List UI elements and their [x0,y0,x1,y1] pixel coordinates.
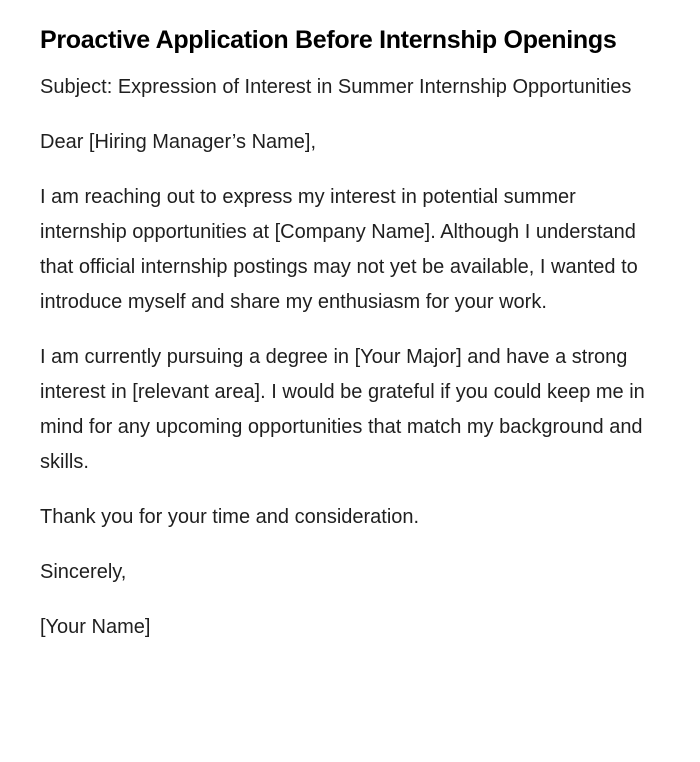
body-paragraph-2: I am currently pursuing a degree in [Your Major] and have a strong interest in [relevant area]. I would be grateful if you could keep me in mind for any upcoming opportunities that match my background and skills. [40,346,645,473]
letter-document [40,22,660,645]
thanks-line: Thank you for your time and consideration. [40,506,420,528]
page-title: Proactive Application Before Internship Openings [40,26,617,54]
signature-line: [Your Name] [40,616,151,638]
closing-line: Sincerely, [40,561,127,583]
greeting: Dear [Hiring Manager’s Name], [40,131,317,153]
subject-line: Subject: Expression of Interest in Summer Internship Opportunities [40,76,632,98]
body-paragraph-1: I am reaching out to express my interest in potential summer internship opportunities at [Company Name]. Although I understand that official internship postings may not yet be available, I wanted to introduce myself and share my enthusiasm for your work. [40,186,638,313]
